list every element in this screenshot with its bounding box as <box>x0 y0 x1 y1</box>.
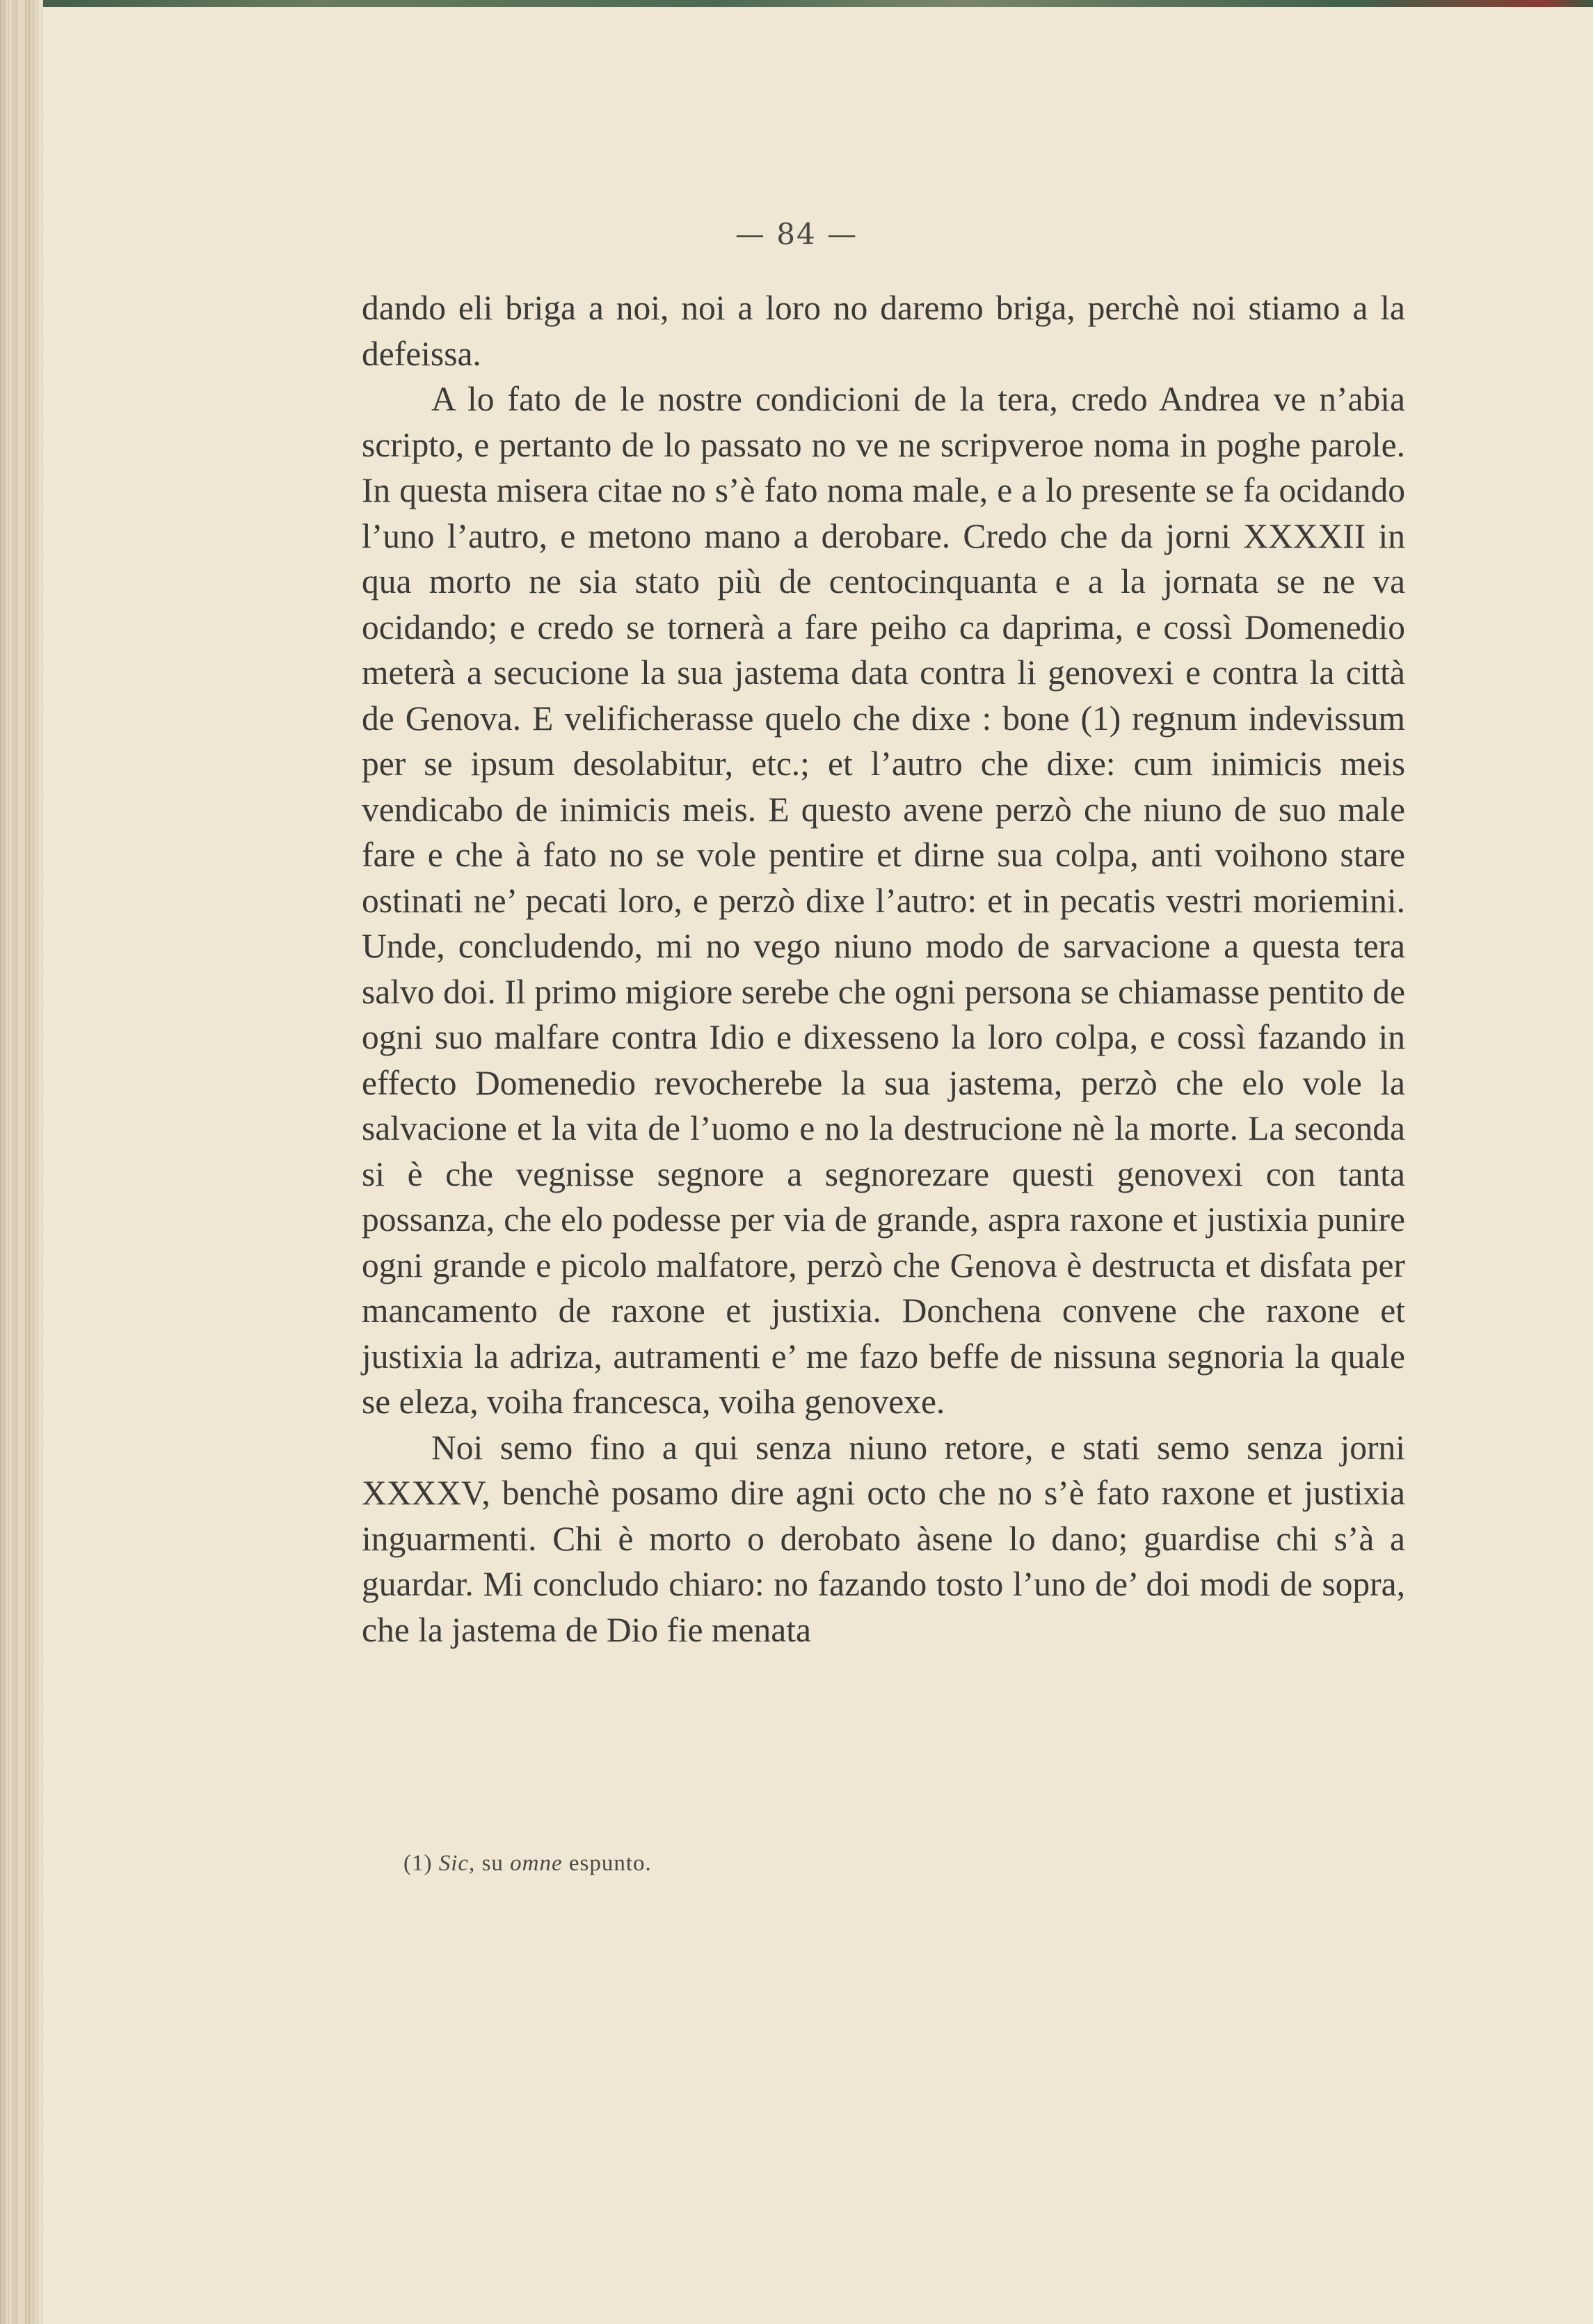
footnote-omne: omne <box>510 1851 563 1876</box>
page-binding-edge <box>0 0 43 2324</box>
footnote-marker: (1) <box>403 1851 433 1876</box>
footnote <box>403 1851 652 1877</box>
page-number: — 84 — <box>735 217 858 251</box>
paragraph-3: Noi semo fino a qui senza niuno retore, e stati semo senza jorni XXXXV, benchè posamo dire agni octo che no s’è fato raxone et justixia inguarmenti. Chi è morto o derobato àsene lo dano; guardise chi s’à a guardar. Mi concludo chiaro: no fazando tosto l’uno de’ doi modi de sopra, che la jastema de Dio fie menata <box>362 1428 1405 1649</box>
footnote-su: su <box>481 1851 504 1876</box>
footnote-sic: Sic, <box>438 1851 476 1876</box>
footnote-espunto: espunto. <box>568 1851 652 1876</box>
cover-edge-strip <box>0 0 1593 7</box>
paragraph-2: A lo fato de le nostre condicioni de la tera, credo Andrea ve n’abia scripto, e pertanto de lo passato no ve ne scripveroe noma in poghe parole. In questa misera citae no s’è fato noma male, e a lo presente se fa ocidando l’uno l’autro, e metono mano a derobare. Credo che da jorni XXXXII in qua morto ne sia stato più de centocinquanta e a la jornata se ne va ocidando; e credo se tornerà a fare peiho ca daprima, e cossì Domenedio meterà a secucione la sua jastema data contra li genovexi e contra la città de Genova. E velificherasse quelo che dixe : bone (1) regnum indevissum per se ipsum desolabitur, etc.; et l’autro che dixe: cum inimicis meis vendicabo de inimicis meis. E questo avene perzò che niuno de suo male fare e che à fato no se vole pentire et dirne sua colpa, anti voihono stare ostinati ne’ pecati loro, e perzò dixe l’autro: et in pecatis vestri moriemini. Unde, concludendo, mi no vego niuno modo de sarvacione a questa tera salvo doi. Il primo migiore serebe che ogni persona se chiamasse pentito de ogni suo malfare contra Idio e dixesseno la loro colpa, e cossì fazando in effecto Domenedio revocherebe la sua jastema, perzò che elo vole la salvacione et la vita de l’uomo e no la destrucione nè la morte. La seconda si è che vegnisse segnore a segnorezare questi genovexi con tanta possanza, che elo podesse per via de grande, aspra raxone et justixia punire ogni grande e picolo malfatore, perzò che Genova è destructa et disfata per mancamento de raxone et justixia. Donchena convene che raxone et justixia la adriza, autramenti e’ me fazo beffe de nissuna segnoria la quale se eleza, voiha francesca, voiha genovexe. <box>362 380 1405 1421</box>
body-text <box>362 285 1405 1653</box>
paragraph-1: dando eli briga a noi, noi a loro no daremo briga, perchè noi stiamo a la defeissa. <box>362 289 1405 373</box>
